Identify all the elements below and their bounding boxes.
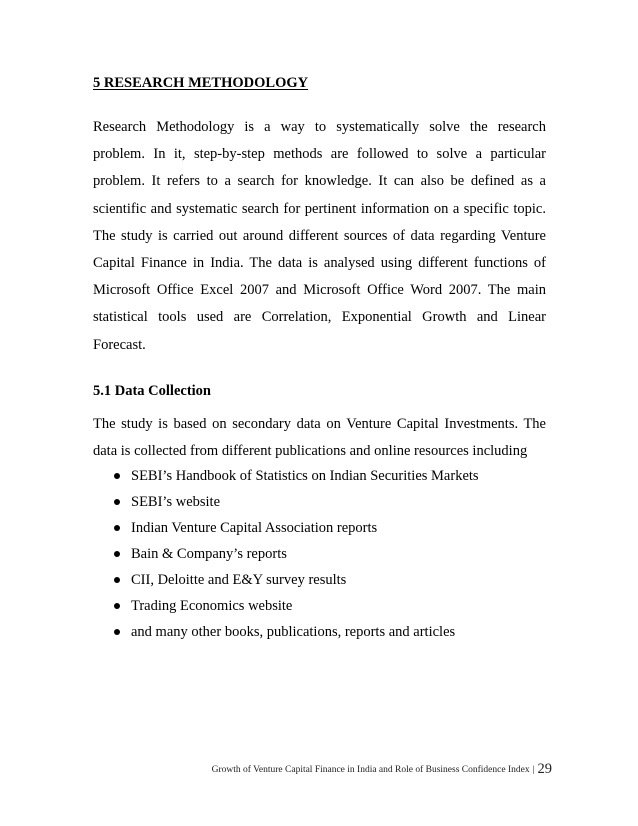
- footer-title: Growth of Venture Capital Finance in India and Role of Business Confidence Index: [211, 765, 530, 775]
- paragraph-line: Research Methodology is a way to systematically solve the research: [93, 119, 546, 135]
- paragraph-line: scientific and systematic search for pertinent information on a specific topic.: [93, 200, 546, 217]
- bullet-icon: [114, 629, 120, 635]
- list-item: [93, 567, 546, 593]
- intro-line: The study is based on secondary data on Venture Capital Investments. The: [93, 416, 546, 432]
- bullet-icon: [114, 473, 120, 479]
- list-item-text: CII, Deloitte and E&Y survey results: [131, 572, 347, 588]
- bullet-icon: [114, 499, 120, 505]
- paragraph-line: The study is carried out around different sources of data regarding Venture: [93, 227, 546, 244]
- page-number: 29: [537, 761, 552, 777]
- data-sources-list: [93, 463, 546, 645]
- list-item: [93, 541, 546, 567]
- paragraph-line: problem. It refers to a search for knowledge. It can also be defined as a: [93, 173, 546, 190]
- paragraph-line: Microsoft Office Excel 2007 and Microsoft Office Word 2007. The main: [93, 282, 546, 299]
- page-footer: [0, 760, 552, 779]
- list-item: [93, 619, 546, 645]
- list-item-text: Trading Economics website: [131, 598, 293, 614]
- list-item-text: SEBI’s website: [131, 494, 221, 510]
- list-item: [93, 463, 546, 489]
- paragraph-line: problem. In it, step-by-step methods are followed to solve a particular: [93, 146, 546, 163]
- list-item-text: SEBI’s Handbook of Statistics on Indian Securities Markets: [131, 468, 479, 484]
- intro-line: data is collected from different publications and online resources including: [93, 443, 528, 460]
- paragraph-line: Capital Finance in India. The data is analysed using different functions of: [93, 255, 546, 272]
- bullet-icon: [114, 525, 120, 531]
- paragraph-line: statistical tools used are Correlation, Exponential Growth and Linear: [93, 309, 546, 326]
- subsection-heading: 5.1 Data Collection: [93, 383, 211, 399]
- list-item-text: Indian Venture Capital Association reports: [131, 520, 378, 536]
- list-item: [93, 515, 546, 541]
- bullet-icon: [114, 603, 120, 609]
- bullet-icon: [114, 577, 120, 583]
- paragraph-line: Forecast.: [93, 336, 146, 353]
- list-item-text: and many other books, publications, reports and articles: [131, 624, 456, 640]
- section-heading: 5 RESEARCH METHODOLOGY: [93, 75, 309, 91]
- methodology-paragraph: [93, 114, 546, 359]
- footer-separator: |: [532, 765, 535, 775]
- data-collection-intro: [93, 411, 546, 465]
- list-item: [93, 489, 546, 515]
- bullet-icon: [114, 551, 120, 557]
- list-item-text: Bain & Company’s reports: [131, 546, 287, 562]
- list-item: [93, 593, 546, 619]
